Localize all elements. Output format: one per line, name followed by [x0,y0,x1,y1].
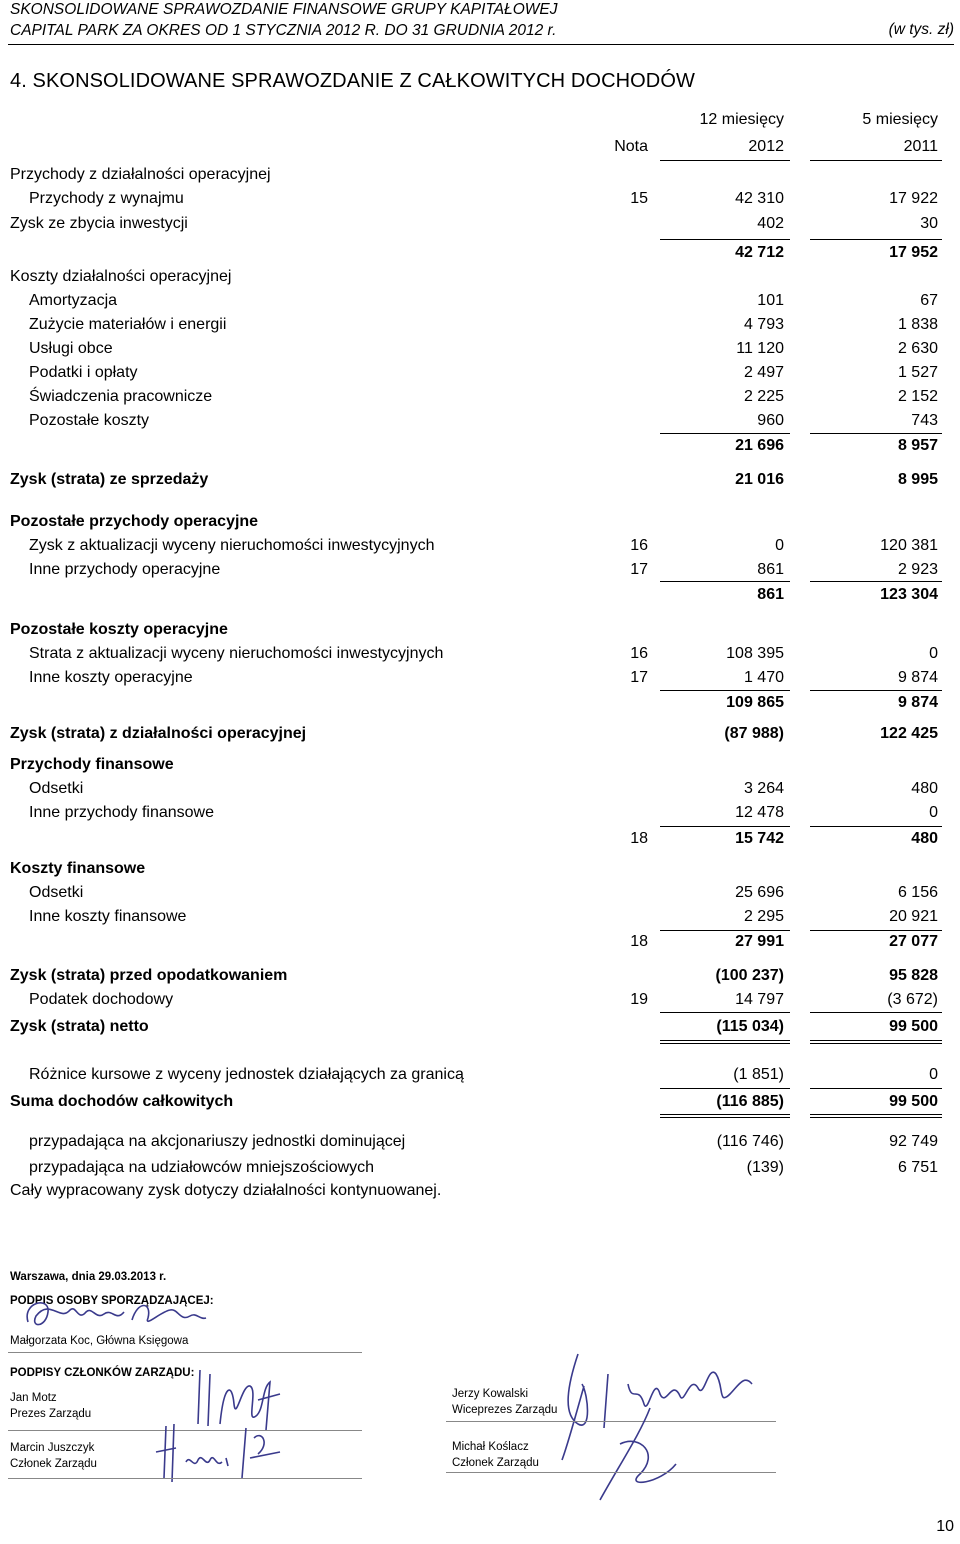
row-value-2011: 120 381 [880,537,938,554]
row-label: Pozostałe koszty operacyjne [10,621,228,638]
row-value-2012: 2 295 [743,908,784,925]
signature-divider [446,1472,776,1473]
row-label: Inne przychody finansowe [29,804,214,821]
row-value-2011: 480 [911,780,938,797]
subtotal-rule [810,1088,942,1089]
row-value-2011: 6 156 [897,884,938,901]
row-label: Różnice kursowe z wyceny jednostek działających za granicą [29,1066,464,1083]
row-value-2011: 9 874 [897,669,938,686]
row-value-2011: 1 838 [897,316,938,333]
row-note: 19 [630,991,648,1008]
row-value-2012: 11 120 [736,340,784,357]
table-row [0,362,960,384]
subtotal-rule [660,930,790,931]
column-header-rule [810,160,942,161]
subtotal-rule [810,581,942,582]
row-value-2012: 861 [757,586,784,603]
row-value-2011: 123 304 [880,586,938,603]
preparer-heading: PODPIS OSOBY SPORZĄDZAJĄCEJ: [10,1295,214,1307]
row-value-2011: 67 [920,292,938,309]
table-row [0,828,960,850]
row-value-2012: 27 991 [735,933,784,950]
row-value-2012: (115 034) [716,1018,784,1035]
row-value-2012: 960 [757,412,784,429]
row-label: przypadająca na akcjonariuszy jednostki dominującej [29,1133,406,1150]
column-note: Nota [614,138,648,155]
table-row [0,643,960,665]
row-value-2011: 8 957 [897,437,938,454]
row-label: Zysk ze zbycia inwestycji [10,215,188,232]
row-value-2012: (100 237) [715,967,784,984]
row-note: 17 [630,561,648,578]
member-role: Członek Zarządu [452,1457,539,1469]
member-name: Jan Motz [10,1392,57,1404]
table-row [0,164,960,186]
table-row [0,1091,960,1113]
row-value-2012: 108 395 [726,645,784,662]
total-double-rule [660,1117,790,1118]
row-label: przypadająca na udziałowców mniejszościowych [29,1159,375,1176]
row-value-2011: 20 921 [889,908,938,925]
table-row [0,559,960,581]
row-label: Podatek dochodowy [29,991,174,1008]
subtotal-rule [660,690,790,691]
row-value-2012: 0 [775,537,784,554]
row-value-2012: 21 016 [735,471,784,488]
row-value-2012: 12 478 [735,804,784,821]
column-year-2: 2011 [903,138,938,155]
table-row [0,1064,960,1086]
row-label: Inne przychody operacyjne [29,561,221,578]
row-value-2012: 2 225 [743,388,784,405]
row-value-2011: 30 [920,215,938,232]
subtotal-rule [660,1088,790,1089]
row-value-2011: 9 874 [897,694,938,711]
table-row [0,906,960,928]
table-row [0,584,960,606]
column-year-1: 2012 [748,138,784,155]
table-row [0,266,960,288]
row-label: Amortyzacja [29,292,118,309]
subtotal-rule [660,1012,790,1013]
total-double-rule [660,1040,790,1041]
row-value-2011: 92 749 [889,1133,938,1150]
section-title: 4. SKONSOLIDOWANE SPRAWOZDANIE Z CAŁKOWITYCH DOCHODÓW [10,70,695,92]
subtotal-rule [660,239,790,240]
member-name: Michał Koślacz [452,1441,529,1453]
signature-icon [580,1404,700,1504]
row-label: Odsetki [29,780,84,797]
table-row [0,965,960,987]
row-label: Pozostałe przychody operacyjne [10,513,259,530]
report-header-line1: SKONSOLIDOWANE SPRAWOZDANIE FINANSOWE GRUPY KAPITAŁOWEJ [10,1,558,18]
row-value-2011: 99 500 [889,1018,938,1035]
subtotal-rule [810,930,942,931]
row-label: Świadczenia pracownicze [29,388,213,405]
row-value-2011: 743 [911,412,938,429]
row-value-2011: 6 751 [897,1159,938,1176]
table-row [0,1016,960,1038]
report-header-line2: CAPITAL PARK ZA OKRES OD 1 STYCZNIA 2012 R. DO 31 GRUDNIA 2012 r. [10,22,557,39]
row-label: Suma dochodów całkowitych [10,1093,234,1110]
row-value-2012: 3 264 [743,780,784,797]
header-divider [8,44,954,45]
subtotal-rule [810,826,942,827]
row-note: 16 [630,645,648,662]
row-value-2012: 21 696 [735,437,784,454]
signature-divider [8,1352,362,1353]
subtotal-rule [660,826,790,827]
row-value-2011: 95 828 [889,967,938,984]
row-note: 17 [630,669,648,686]
preparer-name: Małgorzata Koc, Główna Księgowa [10,1335,189,1347]
row-label: Zysk (strata) przed opodatkowaniem [10,967,288,984]
table-row [0,242,960,264]
column-header-rule [660,160,790,161]
row-value-2012: (116 885) [716,1093,784,1110]
member-name: Jerzy Kowalski [452,1388,529,1400]
row-value-2012: 1 470 [743,669,784,686]
table-row [0,802,960,824]
row-value-2011: 17 952 [889,244,938,261]
row-note: 18 [630,830,648,847]
row-label: Przychody finansowe [10,756,174,773]
row-label: Usługi obce [29,340,113,357]
table-row [0,667,960,689]
row-value-2012: 42 712 [735,244,784,261]
row-note: 16 [630,537,648,554]
table-row [0,511,960,533]
subtotal-rule [810,239,942,240]
member-role: Wiceprezes Zarządu [452,1404,558,1416]
row-value-2011: 2 630 [897,340,938,357]
row-value-2012: (116 746) [716,1133,784,1150]
member-role: Prezes Zarządu [10,1408,92,1420]
row-value-2011: 1 527 [897,364,938,381]
row-value-2011: 17 922 [889,190,938,207]
total-double-rule [660,1114,790,1115]
row-label: Podatki i opłaty [29,364,138,381]
row-label: Inne koszty operacyjne [29,669,193,686]
table-row [0,619,960,641]
row-value-2012: 15 742 [735,830,784,847]
row-value-2011: 27 077 [889,933,938,950]
row-value-2011: 480 [911,830,938,847]
currency-unit: (w tys. zł) [888,21,954,38]
row-value-2012: 402 [757,215,784,232]
row-value-2012: 4 793 [743,316,784,333]
member-role: Członek Zarządu [10,1458,97,1470]
row-label: Strata z aktualizacji wyceny nieruchomości inwestycyjnych [29,645,444,662]
row-label: Zysk (strata) netto [10,1018,149,1035]
row-label: Koszty finansowe [10,860,146,877]
column-period-2: 5 miesięcy [862,111,938,128]
row-label: Zużycie materiałów i energii [29,316,227,333]
row-value-2011: 0 [929,1066,938,1083]
row-label: Zysk (strata) ze sprzedaży [10,471,209,488]
table-row [0,1131,960,1153]
row-value-2011: 0 [929,645,938,662]
table-row [0,386,960,408]
row-value-2012: 42 310 [735,190,784,207]
row-label: Odsetki [29,884,84,901]
subtotal-rule [810,690,942,691]
row-label: Zysk (strata) z działalności operacyjnej [10,725,307,742]
row-value-2012: 2 497 [743,364,784,381]
place-date: Warszawa, dnia 29.03.2013 r. [10,1271,167,1283]
member-name: Marcin Juszczyk [10,1442,95,1454]
row-label: Koszty działalności operacyjnej [10,268,232,285]
table-row [0,290,960,312]
table-row [0,188,960,210]
row-value-2012: 14 797 [735,991,784,1008]
table-row [0,989,960,1011]
column-period-1: 12 miesięcy [699,111,784,128]
table-row [0,435,960,457]
footnote: Cały wypracowany zysk dotyczy działalności kontynuowanej. [10,1182,442,1199]
row-label: Przychody z wynajmu [29,190,184,207]
row-value-2012: 101 [757,292,784,309]
row-value-2012: 861 [757,561,784,578]
table-row [0,858,960,880]
row-note: 15 [630,190,648,207]
table-row [0,754,960,776]
subtotal-rule [810,1012,942,1013]
row-value-2011: 122 425 [880,725,938,742]
table-row [0,778,960,800]
table-row [0,338,960,360]
table-row [0,314,960,336]
row-value-2011: 2 152 [897,388,938,405]
table-row [0,213,960,235]
table-row [0,410,960,432]
subtotal-rule [660,581,790,582]
total-double-rule [810,1040,942,1041]
row-note: 18 [630,933,648,950]
total-double-rule [810,1043,942,1044]
board-heading: PODPISY CZŁONKÓW ZARZĄDU: [10,1367,195,1379]
table-row [0,692,960,714]
subtotal-rule [660,433,790,434]
row-label: Pozostałe koszty [29,412,150,429]
total-double-rule [810,1114,942,1115]
row-value-2011: 8 995 [897,471,938,488]
row-value-2012: (87 988) [724,725,784,742]
row-value-2012: (139) [746,1159,784,1176]
table-row [0,723,960,745]
total-double-rule [660,1043,790,1044]
row-label: Zysk z aktualizacji wyceny nieruchomości inwestycyjnych [29,537,435,554]
row-value-2011: 99 500 [889,1093,938,1110]
signature-divider [8,1478,362,1479]
row-value-2012: 109 865 [726,694,784,711]
row-value-2011: (3 672) [887,991,938,1008]
row-label: Inne koszty finansowe [29,908,187,925]
subtotal-rule [810,433,942,434]
row-label: Przychody z działalności operacyjnej [10,166,271,183]
table-row [0,535,960,557]
table-row [0,469,960,491]
row-value-2011: 0 [929,804,938,821]
total-double-rule [810,1117,942,1118]
row-value-2011: 2 923 [897,561,938,578]
preparer-signature-icon [20,1292,210,1340]
row-value-2012: (1 851) [733,1066,784,1083]
table-row [0,931,960,953]
row-value-2012: 25 696 [735,884,784,901]
page-number: 10 [936,1518,954,1535]
table-row [0,1157,960,1179]
table-row [0,882,960,904]
